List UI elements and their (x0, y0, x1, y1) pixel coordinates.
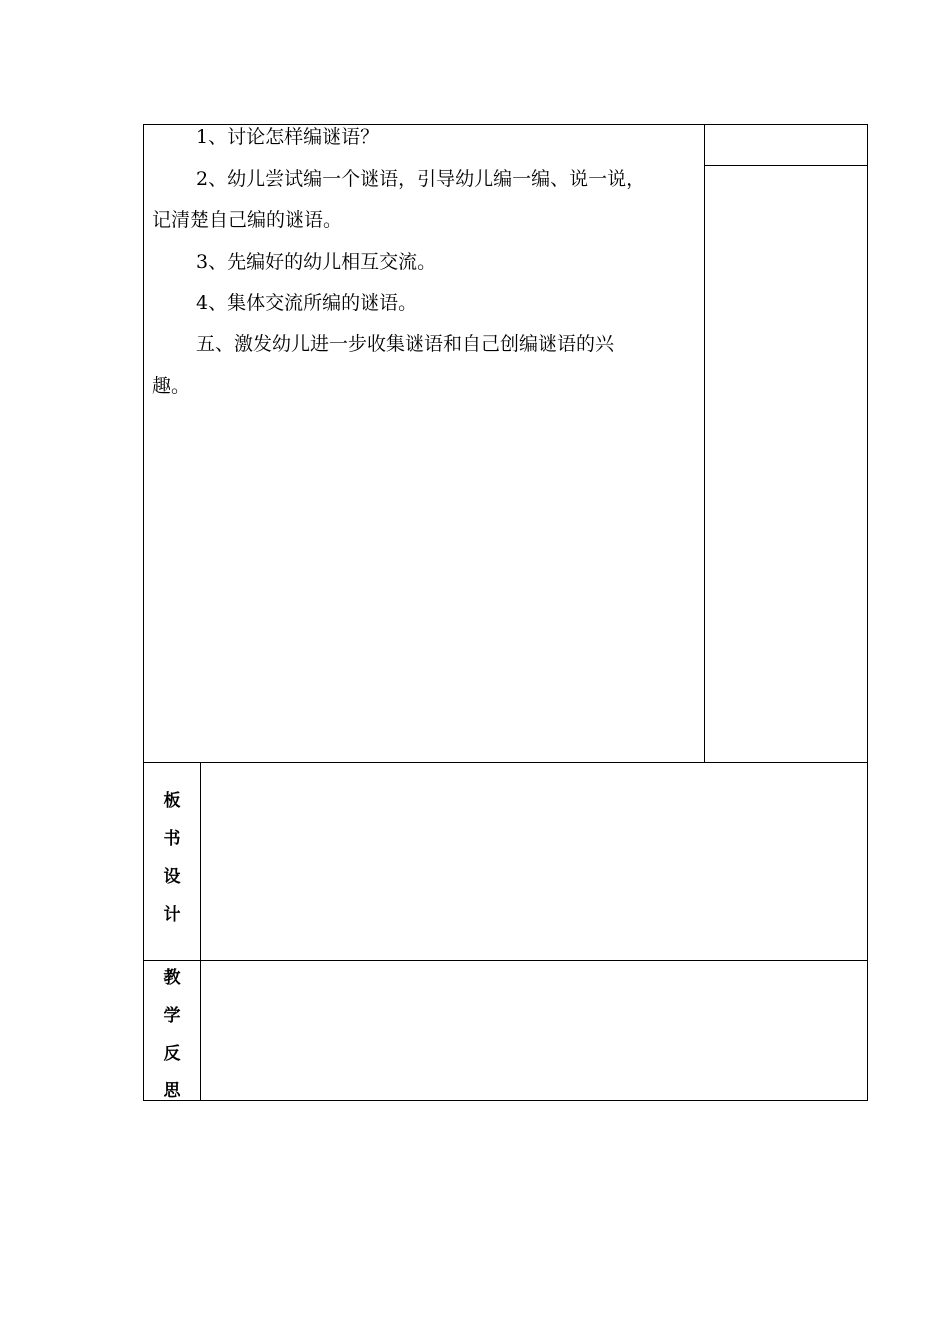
step-4: 4、集体交流所编的谜语。 (196, 292, 418, 314)
row-divider-blackboard (143, 762, 868, 763)
blackboard-design-label-2: 书 (163, 829, 181, 849)
table-right-border (867, 124, 868, 1101)
blackboard-design-label-1: 板 (163, 791, 181, 811)
teaching-reflection-label-1: 教 (163, 968, 181, 988)
step-2: 2、幼儿尝试编一个谜语，引导幼儿编一编、说一说， (196, 168, 646, 190)
step-5-continued: 趣。 (152, 375, 191, 397)
step-1: 1、讨论怎样编谜语？ (196, 126, 380, 148)
step-3: 3、先编好的幼儿相互交流。 (196, 251, 437, 273)
step-2-continued: 记清楚自己编的谜语。 (152, 209, 343, 231)
notes-column-divider (704, 124, 705, 763)
table-left-border (143, 124, 144, 1101)
teaching-reflection-label-4: 思 (163, 1081, 181, 1101)
row-divider-reflection (143, 960, 868, 961)
notes-cell-divider (704, 165, 868, 166)
teaching-reflection-label-3: 反 (163, 1044, 181, 1064)
table-bottom-border (143, 1100, 868, 1101)
step-5: 五、激发幼儿进一步收集谜语和自己创编谜语的兴 (196, 333, 615, 355)
blackboard-design-label-4: 计 (163, 905, 181, 925)
teaching-reflection-label-2: 学 (163, 1006, 181, 1026)
blackboard-design-label-3: 设 (163, 867, 181, 887)
